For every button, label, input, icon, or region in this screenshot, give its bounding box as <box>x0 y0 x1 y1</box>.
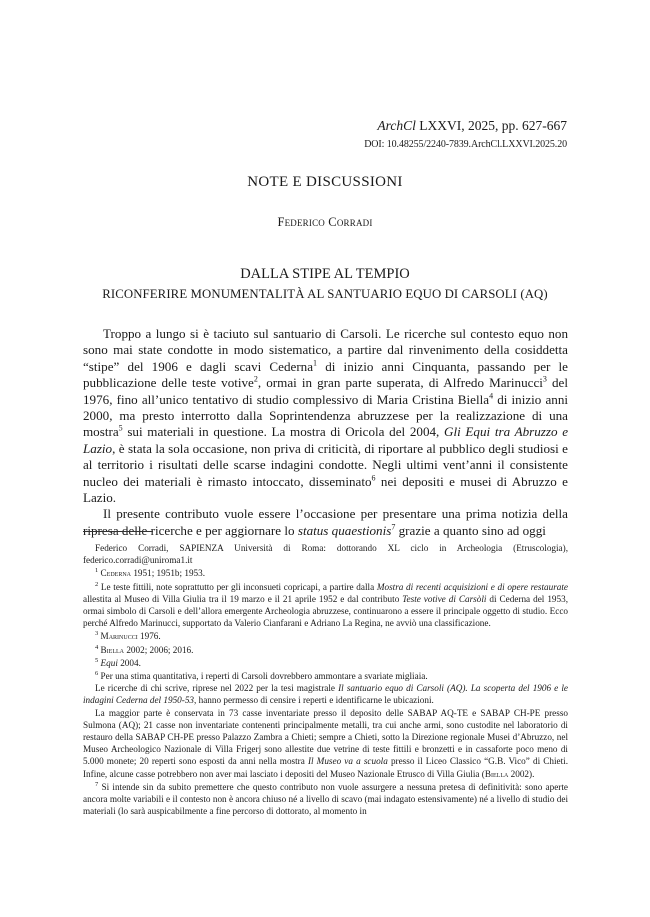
text-run: , hanno permesso di censire i reperti e identificarne le ubicazioni. <box>194 695 434 706</box>
thesis-title: Il santuario equo di Carsoli (AQ). La scoperta del 1906 e le indagini Cederna del 1950-53 <box>83 683 568 706</box>
text-run: di inizio anni Cinquanta, passando per le pubblicazione delle teste votive <box>83 358 568 391</box>
journal-citation <box>377 118 567 134</box>
footnote-number: 6 <box>95 669 99 677</box>
footnote-divider <box>83 531 153 532</box>
body-paragraph <box>83 506 568 539</box>
footnote <box>83 567 568 579</box>
text-run: Il presente contributo vuole essere l’occasione per presentare una prima notizia della ripresa delle ricerche e per aggiornare lo <box>83 506 568 538</box>
footnote-continuation <box>83 707 568 780</box>
exhibition-title: Gli Equi tra Abruzzo e Lazio <box>83 424 569 456</box>
doi: DOI: 10.48255/2240-7839.ArchCl.LXXVI.2025.20 <box>364 139 567 150</box>
body-text <box>83 326 568 539</box>
text-run: 2002). <box>508 768 535 779</box>
footnote <box>83 657 568 669</box>
cited-author: Biella <box>100 644 125 655</box>
footnote-number: 1 <box>95 567 99 575</box>
article-title: DALLA STIPE AL TEMPIO <box>240 266 410 282</box>
text-run: 2002; 2006; 2016. <box>124 644 194 655</box>
text-run: Troppo a lungo si è taciuto sul santuario di Carsoli. Le ricerche sul contesto equo non sono mai state condotte in modo sistematico, a partire dal rinvenimento della cosiddetta “stipe” del 1906 e dagli scavi Cederna <box>83 326 568 374</box>
journal-volume-pages: LXXVI, 2025, pp. 627-667 <box>415 118 567 133</box>
text-run: La maggior parte è conservata in 73 casse inventariate presso il deposito delle SABAP AQ-TE e SABAP CH-PE presso Sulmona (AQ); 21 casse non inventariate contenenti principalmente metalli, tra cui anche armi, sono custodite nel laboratorio di restauro della SABAP CH-PE presso Palazzo Zambra a Chieti; sempre a Chieti, sotto la Direzione regionale Musei d’Abruzzo, nel Museo Archeologico Nazionale di Villa Frigerj sono allestite due vetrine di teste fittili e bronzetti e in cassaforte poco meno di 5.000 monete; 20 reperti sono esposti da anni nella mostra <box>83 707 568 767</box>
footnote-number: 2 <box>95 580 99 588</box>
text-run: Le teste fittili, note soprattutto per gli inconsueti copricapi, a partire dalla <box>98 581 377 592</box>
footnote-ref: 7 <box>391 522 396 532</box>
cited-work-title: Equi <box>100 657 118 668</box>
author-affiliation: Federico Corradi, SAPIENZA Università di Roma: dottorando XL ciclo in Archeologia (Etruscologia), federico.corradi@uniroma1.it <box>83 543 568 566</box>
footnote <box>83 781 568 818</box>
footnote-continuation <box>83 682 568 706</box>
text-run: di Cederna del 1953, ormai simbolo di Carsoli e dell’allora emergente Archeologia abruzzese, continuarono a essere il principale oggetto di studio. Ecco perché Alfredo Marinucci, supportato da Valerio Cianfarani e Adriano La Regina, ne avviò una classificazione. <box>83 593 568 629</box>
latin-term: status quaestionis <box>297 522 392 538</box>
footnote-ref: 4 <box>489 391 494 401</box>
footnote <box>83 630 568 642</box>
footnote-number: 5 <box>95 656 99 664</box>
text-run: grazie a quanto sino ad oggi <box>395 522 546 538</box>
footnote <box>83 644 568 656</box>
footnote <box>83 581 568 630</box>
section-title: NOTE E DISCUSSIONI <box>247 174 403 190</box>
exhibition-title: Il Museo va a scuola <box>307 756 388 767</box>
cited-author: Marinucci <box>100 631 138 642</box>
text-run: sui materiali in questione. La mostra di Oricola del 2004, <box>122 424 445 440</box>
text-run: 1976. <box>137 631 161 642</box>
body-paragraph <box>83 326 568 506</box>
text-run: nei depositi e musei di Abruzzo e Lazio. <box>83 473 568 506</box>
article-subtitle: RICONFERIRE MONUMENTALITÀ AL SANTUARIO EQUO DI CARSOLI (AQ) <box>102 287 548 301</box>
footnote-ref: 1 <box>313 358 318 368</box>
text-run: del 1976, fino all’unico tentativo di studio complessivo di Maria Cristina Biella <box>83 375 568 407</box>
text-run: Le ricerche di chi scrive, riprese nel 2022 per la tesi magistrale <box>95 683 339 694</box>
footnote-ref: 5 <box>118 424 123 434</box>
footnote-number: 3 <box>95 630 99 638</box>
footnote-ref: 3 <box>542 374 547 384</box>
footnote-number: 4 <box>95 643 99 651</box>
text-run: di inizio anni 2000, ma presto interrotto dalla Soprintendenza abruzzese per la realizzazione di una mostra <box>83 391 569 440</box>
text-run: , ormai in gran parte superata, di Alfredo Marinucci <box>257 375 543 391</box>
cited-author: Biella <box>484 768 509 779</box>
author-name: Federico Corradi <box>277 215 373 229</box>
footnote-ref: 6 <box>371 473 376 483</box>
cited-author: Cederna <box>100 568 132 579</box>
footnote <box>83 670 568 682</box>
text-run: , è stata la sola occasione, non priva di criticità, di riportare al pubblico degli studiosi e al territorio i risultati delle scarse indagini condotte. Negli ultimi vent’anni il consistente nucleo dei materiali è rimasto intoccato, disseminato <box>83 440 568 489</box>
text-run: 2004. <box>117 657 141 668</box>
footnote-number: 7 <box>95 780 99 788</box>
cited-work-title: Teste votive di Carsòli <box>402 593 487 604</box>
text-run: Si intende sin da subito premettere che questo contributo non vuole assurgere a nessuna pretesa di definitività: sono aperte ancora molte variabili e il contesto non è ancora chiuso né a livello di scavo (mai indagato estensivamente) né a livello di studio dei materiali (lo sarà auspicabilmente a fine percorso di dottorato, al momento in <box>83 781 568 817</box>
footnote-ref: 2 <box>253 374 258 384</box>
exhibition-title: Mostra di recenti acquisizioni e di opere restaurate <box>376 581 568 592</box>
text-run: presso il Liceo Classico “G.B. Vico” di Chieti. Infine, alcune casse potrebbero non aver mai lasciato i depositi del Museo Nazionale Etrusco di Villa Giulia ( <box>83 756 569 779</box>
footnotes <box>83 542 568 817</box>
text-run: Per una stima quantitativa, i reperti di Carsoli dovrebbero ammontare a svariate migliaia. <box>98 671 428 682</box>
text-run: allestita al Museo di Villa Giulia tra il 19 marzo e il 21 aprile 1952 e dal contributo <box>83 593 403 604</box>
text-run: 1951; 1951b; 1953. <box>131 568 206 579</box>
journal-abbrev: ArchCl <box>377 118 416 133</box>
